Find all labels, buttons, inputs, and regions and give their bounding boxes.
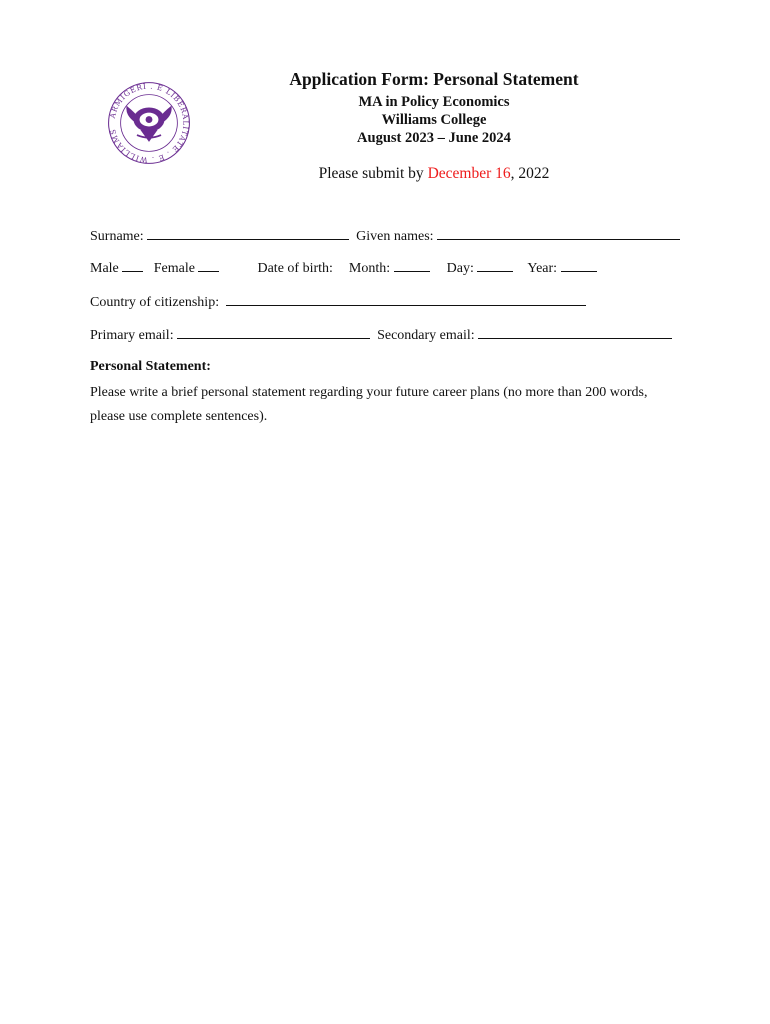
personal-statement-heading: Personal Statement:: [90, 359, 211, 374]
secondary-email-label: Secondary email:: [377, 328, 475, 343]
submission-deadline: [200, 164, 668, 184]
day-blank[interactable]: [477, 259, 513, 272]
month-label: Month:: [348, 261, 391, 276]
citizenship-label: Country of citizenship:: [90, 295, 220, 310]
program-name: MA in Policy Economics: [358, 94, 510, 110]
williams-college-seal-logo: [106, 80, 192, 166]
female-blank[interactable]: [198, 259, 219, 272]
month-blank[interactable]: [394, 259, 430, 272]
dob-label: Date of birth:: [257, 261, 333, 276]
day-label: Day:: [446, 261, 474, 276]
surname-label: Surname:: [90, 229, 144, 244]
given-names-label: Given names:: [356, 229, 434, 244]
given-names-blank[interactable]: [437, 227, 680, 240]
deadline-year: , 2022: [510, 165, 550, 182]
year-label: Year:: [527, 261, 558, 276]
deadline-prefix: Please submit by: [318, 165, 428, 182]
surname-blank[interactable]: [147, 227, 349, 240]
secondary-email-blank[interactable]: [478, 326, 672, 339]
program-period: August 2023 – June 2024: [357, 130, 511, 146]
form-title: Application Form: Personal Statement: [289, 69, 579, 89]
primary-email-blank[interactable]: [177, 326, 370, 339]
svg-text:ARMIGERI . E LIBERALITATE . E: ARMIGERI . E LIBERALITATE . E . WILLIAMS: [107, 81, 191, 165]
college-name: Williams College: [381, 112, 487, 128]
male-blank[interactable]: [122, 259, 143, 272]
year-blank[interactable]: [561, 259, 597, 272]
deadline-date: December 16: [427, 165, 511, 182]
female-label: Female: [153, 261, 195, 276]
personal-statement-instructions: Please write a brief personal statement regarding your future career plans (no more than 200 words, please use complete sentences).: [90, 385, 648, 424]
primary-email-label: Primary email:: [90, 328, 174, 343]
email-row: [90, 326, 672, 345]
citizenship-blank[interactable]: [226, 293, 586, 306]
citizenship-row: [90, 293, 586, 312]
form-header: [200, 68, 668, 184]
male-label: Male: [90, 261, 119, 276]
name-row: [90, 227, 680, 246]
sex-dob-row: [90, 259, 597, 278]
